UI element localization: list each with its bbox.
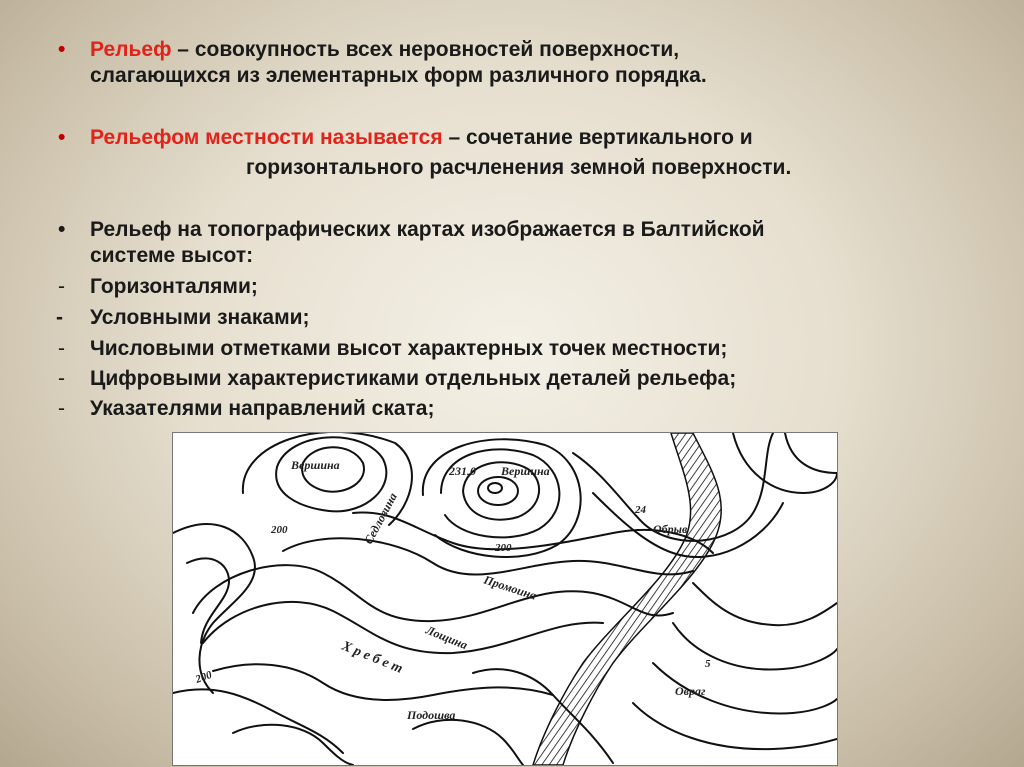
definition-terrain-text: – сочетание вертикального и (442, 126, 753, 149)
map-label-h200c: 200 (193, 668, 214, 686)
map-label-ravine: Овраг (675, 684, 706, 698)
representation-line2: системе высот: (90, 244, 254, 267)
representation-line1: Рельеф на топографических картах изображается в Балтийской (90, 218, 765, 241)
definition-relief-cont: слагающихся из элементарных форм различного порядка. (90, 64, 707, 87)
term-relief: Рельеф (90, 38, 172, 61)
map-label-h200b: 200 (495, 542, 512, 554)
contour-drawing (173, 433, 837, 765)
dash-item-symbols: Условными знаками; (90, 306, 310, 329)
definition-terrain (90, 126, 753, 150)
map-label-peak2: Вершина (501, 464, 550, 478)
map-label-foot: Подошва (407, 708, 456, 722)
dash-glyph: - (58, 397, 65, 420)
dash-item-contours: Горизонталями; (90, 275, 258, 298)
map-label-ridge: Х р е б е т (339, 638, 405, 677)
dash-item-digital: Цифровыми характеристиками отдельных деталей рельефа; (90, 367, 737, 390)
bullet-glyph: • (58, 38, 66, 61)
map-label-h200a: 200 (271, 524, 288, 536)
map-label-h5: 5 (705, 658, 711, 670)
topographic-map (172, 432, 838, 766)
map-label-washout: Промоина (482, 572, 539, 603)
map-label-h24: 24 (635, 504, 646, 516)
bullet-glyph: • (58, 218, 66, 241)
map-label-hollow: Лощина (423, 622, 470, 653)
map-label-elevation: 231,0 (449, 464, 476, 478)
dash-glyph: - (58, 275, 65, 298)
definition-relief (90, 38, 679, 62)
map-label-peak1: Вершина (291, 458, 340, 472)
term-terrain: Рельефом местности называется (90, 126, 443, 149)
dash-glyph: - (56, 306, 63, 329)
map-label-saddle: Седловина (361, 490, 400, 547)
map-label-cliff: Обрыв (653, 522, 688, 536)
bullet-glyph: • (58, 126, 66, 149)
dash-glyph: - (58, 367, 65, 390)
dash-item-slope: Указателями направлений ската; (90, 397, 435, 420)
definition-relief-text: – совокупность всех неровностей поверхности, (171, 38, 680, 61)
definition-terrain-cont: горизонтального расчленения земной поверхности. (246, 156, 792, 179)
dash-glyph: - (58, 337, 65, 360)
dash-item-spot-heights: Числовыми отметками высот характерных точек местности; (90, 337, 728, 360)
